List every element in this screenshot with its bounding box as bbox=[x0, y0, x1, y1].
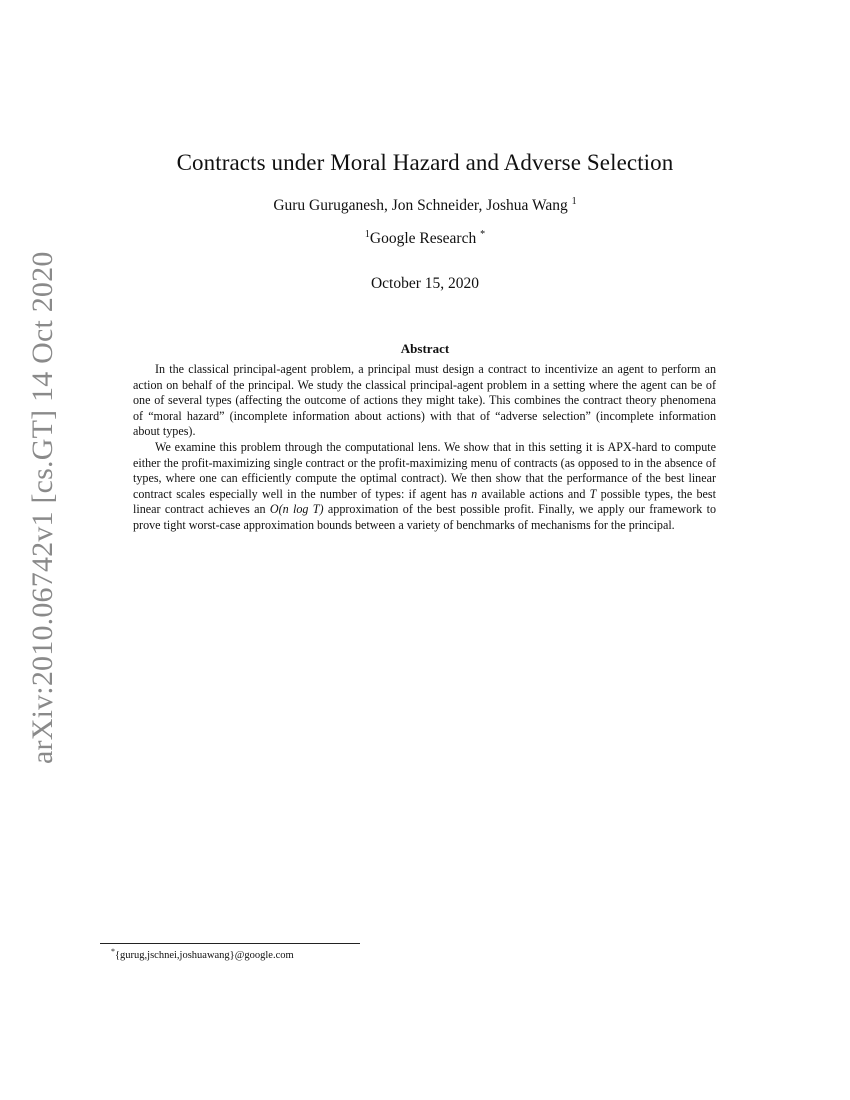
paper-title: Contracts under Moral Hazard and Adverse Selection bbox=[176, 150, 674, 175]
abstract-paragraph-1: In the classical principal-agent problem, a principal must design a contract to incentivize an agent to perform an action on behalf of the principal. We study the classical principal-agent problem in a setting where the agent can be of one of several types (affecting the outcome of actions they might take). This combines the contract theory phenomena of “moral hazard” (incomplete information about actions) with that of “adverse selection” (incomplete information about types). bbox=[133, 362, 716, 439]
abstract-paragraph-2 bbox=[133, 440, 716, 534]
abstract-body bbox=[133, 362, 716, 534]
abstract-p2-text-1: We examine this problem through the computational lens. We show that in this setting it is APX-hard to compute either the profit-maximizing single contract or the profit-maximizing menu of contracts (as opposed to in the absence of types, where one can efficiently compute the optimal contract). We then show that the performance of the best linear contract scales especially well in the number of types: if agent has bbox=[133, 439, 716, 501]
math-big-o: O(n log T) bbox=[269, 502, 324, 517]
arxiv-identifier: arXiv:2010.06742v1 [cs.GT] 14 Oct 2020 bbox=[26, 251, 59, 765]
footnote-rule bbox=[100, 943, 360, 944]
paper-date: October 15, 2020 bbox=[370, 275, 480, 292]
abstract-p2-text-2: available actions and bbox=[481, 486, 586, 501]
author-affil-mark: 1 bbox=[571, 196, 577, 207]
footnote-text: {gurug,jschnei,joshuawang}@google.com bbox=[115, 950, 294, 961]
author-names: Guru Guruganesh, Jon Schneider, Joshua Wang bbox=[273, 197, 568, 214]
abstract-p2-text-4: approximation of the best possible profit. Finally, we apply our framework to prove tight worst-case approximation bounds between a variety of benchmarks of mechanisms for the principal. bbox=[133, 502, 717, 532]
math-var-t: T bbox=[589, 486, 597, 501]
abstract-p2-text-3: possible types, the best linear contract achieves an bbox=[133, 486, 716, 517]
footnote-mark: * bbox=[111, 947, 115, 956]
affiliation bbox=[0, 230, 850, 248]
footnote bbox=[111, 947, 294, 961]
affiliation-name: Google Research bbox=[369, 230, 477, 247]
affiliation-footnote-mark: * bbox=[480, 229, 486, 240]
math-var-n: n bbox=[471, 486, 478, 501]
affiliation-mark: 1 bbox=[364, 229, 370, 240]
author-list bbox=[0, 197, 850, 215]
abstract-heading: Abstract bbox=[400, 341, 450, 356]
